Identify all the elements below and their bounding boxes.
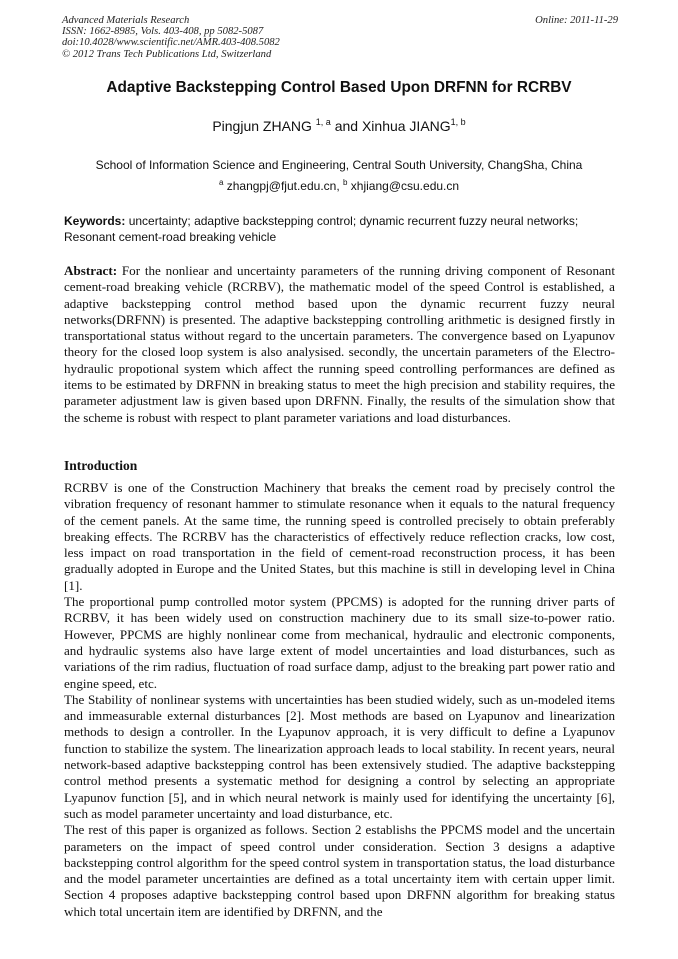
keywords	[64, 213, 615, 245]
journal-doi: doi:10.4028/www.scientific.net/AMR.403-408.5082	[62, 37, 280, 49]
email-b-marker: b	[343, 178, 348, 187]
journal-issn: ISSN: 1662-8985, Vols. 403-408, pp 5082-5087	[62, 26, 264, 38]
author-conjunction: and	[330, 118, 362, 134]
abstract	[64, 263, 615, 426]
email-a-marker: a	[218, 178, 224, 187]
author-1: Pingjun ZHANG	[212, 118, 312, 134]
email-b: xhjiang@csu.edu.cn	[350, 179, 460, 193]
affiliation: School of Information Science and Engineering, Central South University, ChangSha, China	[95, 158, 583, 172]
email-line	[0, 179, 678, 193]
paper-title: Adaptive Backstepping Control Based Upon DRFNN for RCRBV	[106, 79, 572, 96]
journal-name: Advanced Materials Research	[62, 15, 190, 26]
keywords-text: uncertainty; adaptive backstepping control; dynamic recurrent fuzzy neural networks; Resonant cement-road breaking vehicle	[64, 214, 579, 244]
author-1-affil: 1, a	[315, 117, 331, 127]
intro-paragraph: The Stability of nonlinear systems with uncertainties has been studied widely, such as un-modeled items and immeasurable external disturbances [2]. Most methods are based on Lyapunov and linearization methods to design a controller. In the Lyapunov approach, it is very difficult to define a Lyapunov function to stabilize the system. The linearization approach leads to local stability. In recent years, neural network-based adaptive backstepping control has been extensively studied. The adaptive backstepping control method presents a systematic method for designing a control by selecting an appropriate Lyapunov function [5], and in which neural network is mainly used for identifying the uncertainty [6], such as model parameter uncertainty and load disturbance, etc.	[64, 691, 615, 821]
section-heading-introduction: Introduction	[64, 458, 138, 473]
keywords-label: Keywords:	[64, 214, 126, 228]
author-2: Xinhua JIANG	[361, 118, 451, 134]
intro-paragraph: The rest of this paper is organized as follows. Section 2 establishs the PPCMS model and the uncertain parameters on the impact of speed control under consideration. Section 3 designs a adaptive backstepping control algorithm for the speed control system in transportation status, the load disturbance and the model parameter uncertainties are defined as a total uncertainty item with certain upper limit. Section 4 proposes adaptive backstepping control based upon DRFNN algorithm for breaking status which total uncertain item are identified by DRFNN, and the	[64, 822, 615, 919]
intro-paragraph: RCRBV is one of the Construction Machinery that breaks the cement road by precisely control the vibration frequency of resonant hammer to stimulate resonance when it equals to the natural frequency of the cement panels. At the same time, the running speed is controlled precisely to obtain preferably breaking effects. The RCRBV has the characteristics of effectively reduce reflection cracks, low cost, less impact on road transportation in the field of cement-road reconstruction process, it has been gradually adopted in Europe and the United States, but this machine is still in developing level in China [1].	[64, 480, 615, 593]
abstract-label: Abstract:	[64, 263, 118, 278]
email-a: zhangpj@fjut.edu.cn,	[226, 179, 340, 193]
journal-header	[62, 15, 618, 60]
author-2-affil: 1, b	[450, 117, 466, 127]
journal-copyright: © 2012 Trans Tech Publications Ltd, Switzerland	[62, 48, 272, 60]
online-date: Online: 2011-11-29	[535, 15, 618, 26]
author-line	[0, 118, 678, 134]
introduction-body	[64, 480, 615, 920]
intro-paragraph: The proportional pump controlled motor system (PPCMS) is adopted for the running driver parts of RCRBV, it has been widely used on construction machinery due to its small size-to-power ratio. However, PPCMS are highly nonlinear come from mechanical, hydraulic and electronic components, and hydraulic systems also have large extent of model uncertainties and load disturbances, such as variations of the rim radius, fluctuation of road surface damp, adjust to the breaking part power ratio and engine speed, etc.	[64, 594, 615, 691]
abstract-text: For the nonliear and uncertainty parameters of the running driving component of Resonant cement-road breaking vehicle (RCRBV), the mathematic model of the speed Control is established, a adaptive backstepping control method based upon the dynamic recurrent fuzzy neural networks(DRFNN) is presented. The adaptive backstepping controlling arithmetic is designed firstly in transportational status without regard to the uncertain parameters. The convergence based on Lyapunov theory for the closed loop system is also analysised. secondly, the uncertain parameters of the Electro-hydraulic propotional system which affect the running speed controlling performances are defined as items to be estimated by DRFNN in breaking status to meet the high precision and stability requires, the parameter adjustment law is given based upon DRFNN. Finally, the results of the simulation show that the scheme is robust with respect to plant parameter variations and load disturbances.	[64, 263, 615, 425]
